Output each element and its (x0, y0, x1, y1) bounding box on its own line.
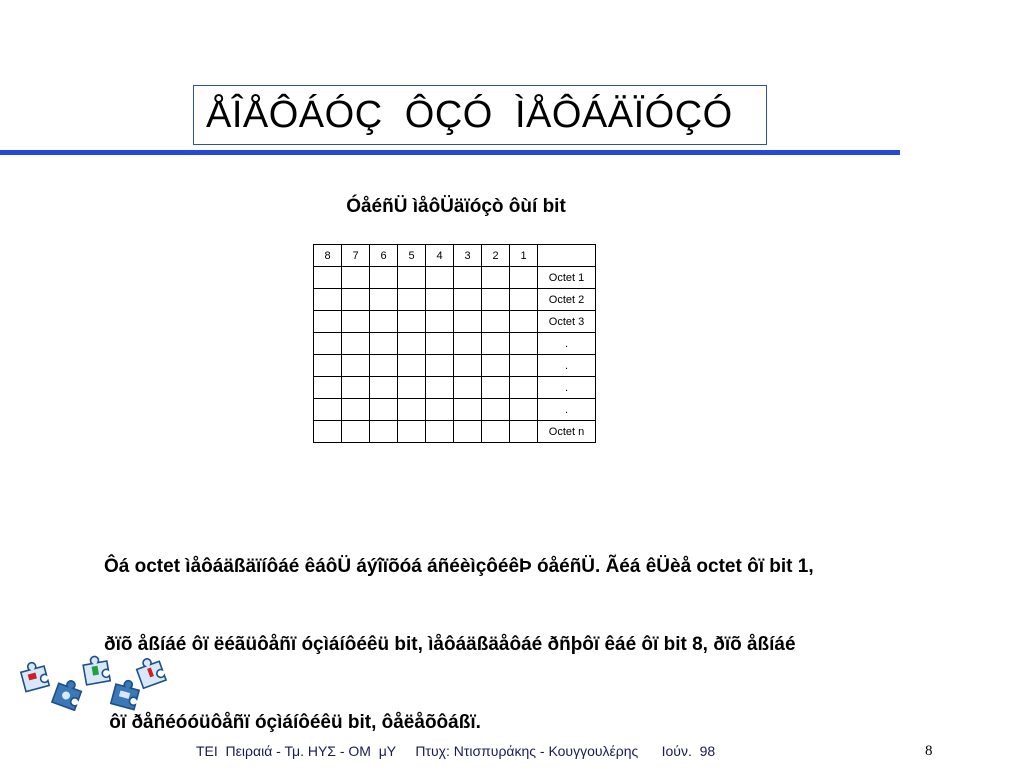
bit-cell (342, 377, 370, 399)
bit-cell (454, 289, 482, 311)
bit-cell (342, 267, 370, 289)
table-row (314, 399, 596, 421)
bit-cell (482, 377, 510, 399)
bit-cell (482, 421, 510, 443)
paragraph-line: ðïõ åßíáé ôï ëéãüôåñï óçìáíôéêü bit, ìåôáäßäåôáé ðñþôï êáé ôï bit 8, ðïõ åßíáé (104, 634, 796, 655)
title-underline-rule (0, 150, 900, 155)
bit-number-cell: 1 (510, 245, 538, 267)
bit-cell (314, 267, 342, 289)
bit-cell (342, 289, 370, 311)
bit-cell (454, 333, 482, 355)
bit-cell (426, 333, 454, 355)
bit-cell (482, 355, 510, 377)
table-header-row (314, 245, 596, 267)
octet-label-cell: . (538, 333, 596, 355)
bit-cell (370, 311, 398, 333)
table-row (314, 289, 596, 311)
bit-cell (426, 267, 454, 289)
bit-cell (510, 289, 538, 311)
octet-label-cell: Octet 1 (538, 267, 596, 289)
bit-cell (398, 421, 426, 443)
description-paragraph (104, 502, 974, 762)
bit-cell (482, 267, 510, 289)
bit-cell (510, 311, 538, 333)
table-row (314, 377, 596, 399)
page-number: 8 (925, 743, 933, 759)
table-row (314, 267, 596, 289)
bit-number-cell: 5 (398, 245, 426, 267)
bit-cell (314, 355, 342, 377)
table-row (314, 311, 596, 333)
bit-cell (314, 399, 342, 421)
bit-cell (454, 267, 482, 289)
bit-number-cell: 2 (482, 245, 510, 267)
bit-cell (426, 399, 454, 421)
slide-footer: TEI Πειραιά - Τμ. ΗΥΣ - ΟΜ μΥ Πτυχ: Ντισπυράκης - Κουγγουλέρης Ιούν. 98 (196, 743, 716, 759)
bit-cell (426, 421, 454, 443)
slide-title: ÅÎÅÔÁÓÇ ÔÇÓ ÌÅÔÁÄÏÓÇÓ (206, 93, 733, 136)
octet-label-cell: . (538, 377, 596, 399)
bit-cell (510, 399, 538, 421)
bit-number-cell: 6 (370, 245, 398, 267)
puzzle-pieces-icon (18, 655, 168, 711)
bit-cell (426, 289, 454, 311)
octet-table-body (314, 245, 596, 443)
bit-cell (398, 399, 426, 421)
paragraph-line: Ôá octet ìåôáäßäïíôáé êáôÜ áýîïõóá áñéèìçôéêÞ óåéñÜ. Ãéá êÜèå octet ôï bit 1, (104, 556, 814, 577)
bit-cell (482, 399, 510, 421)
bit-cell (370, 289, 398, 311)
bit-cell (342, 355, 370, 377)
bit-cell (482, 311, 510, 333)
bit-cell (454, 399, 482, 421)
bit-cell (510, 333, 538, 355)
table-row (314, 421, 596, 443)
table-row (314, 333, 596, 355)
bit-cell (342, 333, 370, 355)
octet-label-cell: Octet 3 (538, 311, 596, 333)
bit-cell (510, 267, 538, 289)
bit-cell (370, 355, 398, 377)
paragraph-line: ôï ðåñéóóüôåñï óçìáíôéêü bit, ôåëåõôáßï. (104, 712, 481, 733)
bit-cell (370, 333, 398, 355)
bit-cell (454, 377, 482, 399)
bit-number-cell: 3 (454, 245, 482, 267)
bit-cell (314, 421, 342, 443)
bit-number-cell: 4 (426, 245, 454, 267)
octet-bit-table (313, 244, 596, 443)
bit-cell (482, 289, 510, 311)
bit-cell (314, 311, 342, 333)
bit-cell (454, 355, 482, 377)
bit-cell (398, 355, 426, 377)
octet-label-cell: . (538, 399, 596, 421)
bit-cell (398, 289, 426, 311)
octet-label-cell: Octet 2 (538, 289, 596, 311)
bit-cell (482, 333, 510, 355)
bit-cell (510, 355, 538, 377)
bit-cell (314, 377, 342, 399)
bit-cell (370, 421, 398, 443)
bit-cell (342, 399, 370, 421)
bit-cell (398, 311, 426, 333)
bit-cell (314, 289, 342, 311)
bit-cell (342, 421, 370, 443)
bit-cell (398, 267, 426, 289)
bit-cell (426, 355, 454, 377)
bit-cell (454, 311, 482, 333)
table-caption: ÓåéñÜ ìåôÜäïóçò ôùí bit (346, 196, 566, 217)
bit-cell (510, 377, 538, 399)
bit-cell (370, 267, 398, 289)
octet-label-cell: Octet n (538, 421, 596, 443)
bit-cell (510, 421, 538, 443)
bit-number-cell: 8 (314, 245, 342, 267)
header-label-cell (538, 245, 596, 267)
bit-cell (370, 399, 398, 421)
bit-cell (314, 333, 342, 355)
bit-cell (454, 421, 482, 443)
bit-number-cell: 7 (342, 245, 370, 267)
bit-cell (426, 311, 454, 333)
bit-cell (398, 333, 426, 355)
table-row (314, 355, 596, 377)
bit-cell (342, 311, 370, 333)
slide-title-box (193, 85, 767, 145)
bit-cell (426, 377, 454, 399)
octet-label-cell: . (538, 355, 596, 377)
bit-cell (370, 377, 398, 399)
bit-cell (398, 377, 426, 399)
